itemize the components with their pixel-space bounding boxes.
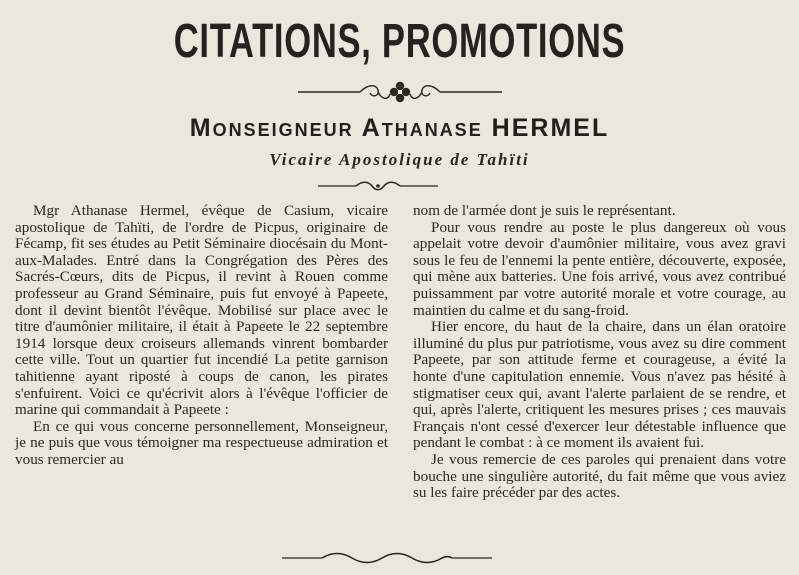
fleuron-ornament-icon [298,80,502,104]
body-column-left [15,203,388,469]
body-paragraph: Je vous remercie de ces paroles qui prenaient dans votre bouche une singulière autorité, du fait même que vous aviez su les faire précéder par des actes. [413,450,786,502]
body-paragraph: En ce qui vous concerne personnellement, Monseigneur, je ne puis que vous témoigner ma respectueuse admiration et vous remercier au [15,417,388,468]
wave-divider-icon [282,552,492,564]
body-paragraph: Pour vous rendre au poste le plus dangereux où vous appelait votre devoir d'aumônier militaire, vous avez gravi sous le feu de l'ennemi la pente entière, découverte, exposée, qui mène aux batteries. Une fois arrivé, vous avez contribué puissamment par votre autorité morale et votre courage, au maintien du calme et du sang-froid. [413,218,786,319]
body-paragraph: nom de l'armée dont je suis le représentant. [413,202,676,219]
subtitle: Vicaire Apostolique de Tahïti [269,150,530,169]
swirl-divider-icon [318,180,438,192]
page-title: CITATIONS, PROMOTIONS [173,15,626,68]
person-surname: HERMEL [491,114,610,142]
person-name [0,114,799,143]
person-title-first: Monseigneur Athanase [189,114,483,142]
body-paragraph: Mgr Athanase Hermel, évêque de Casium, vicaire apostolique de Tahïti, de l'ordre de Picpus, originaire de Fécamp, fit ses études au Petit Séminaire diocésain du Mont-aux-Malades. Entré dans la Congrégation des Pères des Sacrés-Cœurs, dits de Picpus, il revint à Rouen comme professeur au Grand Séminaire, puis fut envoyé à Papeete, dont il devint bientôt l'évêque. Mobilisé sur place avec le titre d'aumônier militaire, il était à Papeete le 22 septembre 1914 lorsque deux croiseurs allemands vinrent bombarder cette ville. Tout un quartier fut incendié La petite garnison tahitienne ayant riposté à coups de canon, les pirates s'enfuirent. Voici ce qu'écrivit alors à l'évêque l'officier de marine qui commandait à Papeete : [15,202,388,419]
body-paragraph: Hier encore, du haut de la chaire, dans un élan oratoire illuminé du plus pur patriotisme, vous avez su dire comment Papeete, par son attitude ferme et courageuse, a évité la honte d'une capitulation ennemie. Vous n'avez pas hésité à stigmatiser ceux qui, avant l'alerte parlaient de se rendre, et qui, après l'alerte, critiquent les mesures prises ; ces mauvais Français n'ont cessé d'exercer leur détestable influence que pendant le combat : à ce moment ils avaient fui. [413,318,786,452]
body-column-right [413,203,786,502]
